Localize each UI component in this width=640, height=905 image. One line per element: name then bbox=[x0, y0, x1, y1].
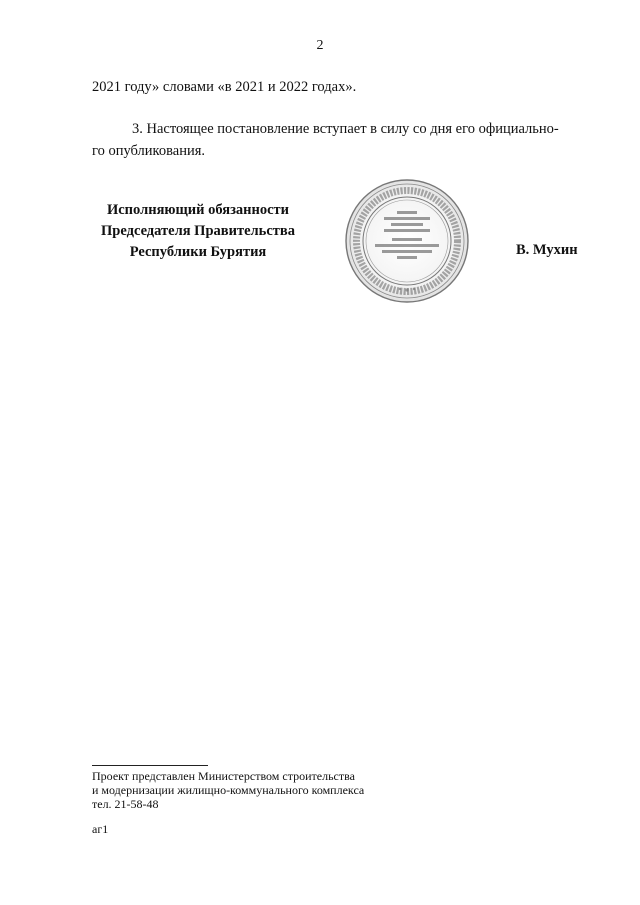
footnote-line-1: Проект представлен Министерством строительства bbox=[92, 769, 355, 783]
page-number: 2 bbox=[316, 38, 324, 53]
paragraph-continued: 2021 году» словами «в 2021 и 2022 годах». bbox=[92, 79, 357, 95]
paragraph-item-3-line-1: 3. Настоящее постановление вступает в силу со дня его официально- bbox=[132, 121, 559, 137]
signer-position bbox=[88, 200, 308, 263]
footnote-line-3: тел. 21-58-48 bbox=[92, 797, 159, 811]
signer-position-line-2: Председателя Правительства bbox=[101, 223, 295, 239]
document-code: аг1 bbox=[92, 822, 109, 836]
footnote bbox=[92, 769, 364, 811]
official-seal bbox=[344, 178, 470, 304]
paragraph-item-3-line-2: го опубликования. bbox=[92, 143, 206, 159]
signatory-name: В. Мухин bbox=[516, 242, 578, 258]
footnote-divider bbox=[92, 765, 208, 766]
signer-position-line-1: Исполняющий обязанности bbox=[106, 202, 290, 218]
signer-position-line-3: Республики Бурятия bbox=[129, 244, 267, 260]
footnote-line-2: и модернизации жилищно-коммунального комплекса bbox=[92, 783, 365, 797]
paragraph-item-3 bbox=[92, 118, 580, 162]
